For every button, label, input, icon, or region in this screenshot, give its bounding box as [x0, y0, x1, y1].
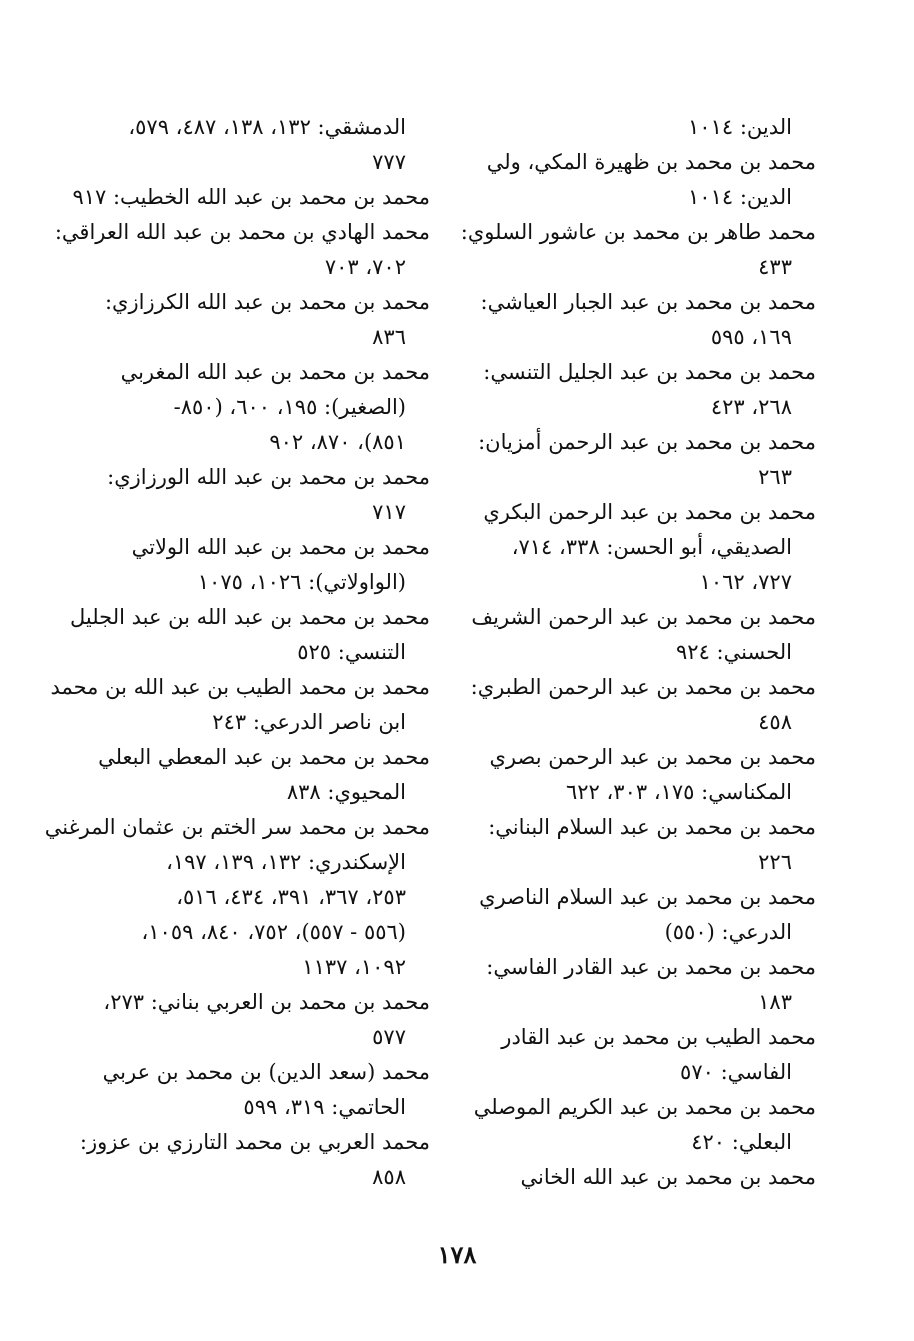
index-entry-line: محمد بن محمد بن عبد الله الكرزازي:	[104, 290, 430, 314]
index-entry-line: ٤٥٨	[758, 710, 792, 734]
index-entry-line: محمد بن محمد بن عبد السلام الناصري	[479, 885, 816, 909]
index-entry-line: محمد بن محمد بن عبد الله الولاتي	[131, 535, 430, 559]
index-entry-line: الدمشقي: ١٣٢، ١٣٨، ٤٨٧، ٥٧٩،	[128, 115, 406, 139]
index-entry-line: محمد بن محمد الطيب بن عبد الله بن محمد	[50, 675, 430, 699]
index-entry-line: ٨٥١)، ٨٧٠، ٩٠٢	[269, 430, 406, 454]
index-entry-line: ٧٧٧	[372, 150, 406, 174]
index-entry-line: المحيوي: ٨٣٨	[286, 780, 406, 804]
index-entry-line: ٥٧٧	[372, 1025, 406, 1049]
index-entry	[78, 1055, 430, 1125]
index-entry-line: ٢٢٦	[758, 850, 792, 874]
index-entry-line: محمد بن محمد بن عبد الله الخاني	[520, 1165, 816, 1189]
index-entry	[462, 670, 816, 740]
index-entry-line: الفاسي: ٥٧٠	[680, 1060, 792, 1084]
index-entry-line: محمد الهادي بن محمد بن عبد الله العراقي:	[54, 220, 430, 244]
index-entry	[462, 1020, 816, 1090]
index-entry	[78, 1125, 430, 1195]
left-column	[44, 110, 430, 1195]
index-entry-line: محمد بن محمد بن عبد الرحمن الطبري:	[470, 675, 816, 699]
index-entry	[462, 1160, 816, 1195]
index-entry-line: ١٦٩، ٥٩٥	[710, 325, 792, 349]
right-column	[462, 110, 816, 1195]
index-entry-line: محمد الطيب بن محمد بن عبد القادر	[501, 1025, 816, 1049]
index-entry-line: الإسكندري: ١٣٢، ١٣٩، ١٩٧،	[166, 850, 406, 874]
index-entry-line: محمد بن محمد سر الختم بن عثمان المرغني	[44, 815, 430, 839]
index-entry-line: (الصغير): ١٩٥، ٦٠٠، (٨٥٠-	[173, 395, 406, 419]
index-entry	[462, 215, 816, 285]
index-entry-line: الصديقي، أبو الحسن: ٣٣٨، ٧١٤،	[511, 535, 792, 559]
index-entry-line: محمد بن محمد بن عبد الجبار العياشي:	[480, 290, 816, 314]
index-entry	[78, 985, 430, 1055]
index-entry	[69, 600, 430, 670]
page-number: ١٧٨	[437, 1240, 477, 1269]
index-entry-line: محمد بن محمد بن عبد الله الورزازي:	[107, 465, 430, 489]
index-entry-line: محمد طاهر بن محمد بن عاشور السلوي:	[460, 220, 816, 244]
index-entry-line: الدين: ١٠١٤	[688, 185, 792, 209]
index-entry	[78, 530, 430, 600]
index-entry-line: (الواولاتي): ١٠٢٦، ١٠٧٥	[197, 570, 406, 594]
index-entry-line: (٥٥٦ - ٥٥٧)، ٧٥٢، ٨٤٠، ١٠٥٩،	[141, 920, 406, 944]
index-entry-line: الحاتمي: ٣١٩، ٥٩٩	[243, 1095, 406, 1119]
index-entry-line: ٨٣٦	[372, 325, 406, 349]
index-entry-line: الدين: ١٠١٤	[688, 115, 792, 139]
index-entry	[462, 1090, 816, 1160]
index-entry-line: ١٨٣	[758, 990, 792, 1014]
index-entry-line: ٨٥٨	[372, 1165, 406, 1189]
index-entry-line: محمد بن محمد بن عبد المعطي البعلي	[98, 745, 430, 769]
index-entry-line: ٧٠٢، ٧٠٣	[324, 255, 406, 279]
index-entry	[72, 180, 430, 215]
index-entry-line: محمد بن محمد بن عبد الله الخطيب: ٩١٧	[72, 185, 430, 209]
index-entry-line: محمد بن محمد بن ظهيرة المكي، ولي	[486, 150, 816, 174]
index-entry	[462, 425, 816, 495]
index-entry	[78, 285, 430, 355]
index-entry	[50, 670, 430, 740]
index-entry-line: محمد بن محمد بن عبد الجليل التنسي:	[483, 360, 816, 384]
index-entry	[44, 810, 430, 985]
index-entry-line: محمد بن محمد بن عبد الرحمن بصري	[489, 745, 816, 769]
index-entry	[78, 355, 430, 460]
index-entry	[462, 950, 816, 1020]
index-entry-line: محمد بن محمد بن عبد الرحمن أمزيان:	[478, 430, 816, 454]
index-entry	[462, 600, 816, 670]
index-entry-line: محمد بن محمد بن العربي بناني: ٢٧٣،	[103, 990, 430, 1014]
index-entry	[78, 460, 430, 530]
index-entry-line: محمد بن محمد بن عبد الرحمن البكري	[483, 500, 816, 524]
index-entry-line: محمد (سعد الدين) بن محمد بن عربي	[102, 1060, 430, 1084]
index-entry-line: محمد بن محمد بن عبد السلام البناني:	[488, 815, 816, 839]
index-entry	[462, 145, 816, 215]
index-entry-line: محمد العربي بن محمد التارزي بن عزوز:	[79, 1130, 430, 1154]
index-entry-line: محمد بن محمد بن عبد الكريم الموصلي	[473, 1095, 816, 1119]
index-entry	[78, 110, 430, 180]
index-entry-line: محمد بن محمد بن عبد الله بن عبد الجليل	[69, 605, 430, 629]
index-entry-line: الدرعي: (٥٥٠)	[664, 920, 792, 944]
index-entry	[462, 810, 816, 880]
index-entry	[462, 355, 816, 425]
index-entry	[462, 740, 816, 810]
index-entry-line: التنسي: ٥٢٥	[297, 640, 406, 664]
index-entry-line: ابن ناصر الدرعي: ٢٤٣	[212, 710, 406, 734]
index-entry-line: ١٠٩٢، ١١٣٧	[302, 955, 406, 979]
index-entry-line: الحسني: ٩٢٤	[676, 640, 792, 664]
index-entry-line: ٢٦٨، ٤٢٣	[710, 395, 792, 419]
index-entry-line: ٢٦٣	[758, 465, 792, 489]
index-entry-line: ٤٣٣	[758, 255, 792, 279]
index-entry	[462, 110, 816, 145]
index-entry-line: المكناسي: ١٧٥، ٣٠٣، ٦٢٢	[566, 780, 792, 804]
index-entry	[462, 880, 816, 950]
index-entry-line: محمد بن محمد بن عبد الله المغربي	[120, 360, 430, 384]
index-entry-line: ٧٢٧، ١٠٦٢	[699, 570, 792, 594]
index-entry	[462, 495, 816, 600]
index-entry-line: محمد بن محمد بن عبد الرحمن الشريف	[471, 605, 816, 629]
index-entry-line: ٢٥٣، ٣٦٧، ٣٩١، ٤٣٤، ٥١٦،	[176, 885, 406, 909]
index-entry-line: ٧١٧	[372, 500, 406, 524]
index-entry	[462, 285, 816, 355]
index-entry	[54, 215, 430, 285]
index-entry-line: البعلي: ٤٢٠	[691, 1130, 792, 1154]
index-entry-line: محمد بن محمد بن عبد القادر الفاسي:	[486, 955, 816, 979]
index-entry	[78, 740, 430, 810]
